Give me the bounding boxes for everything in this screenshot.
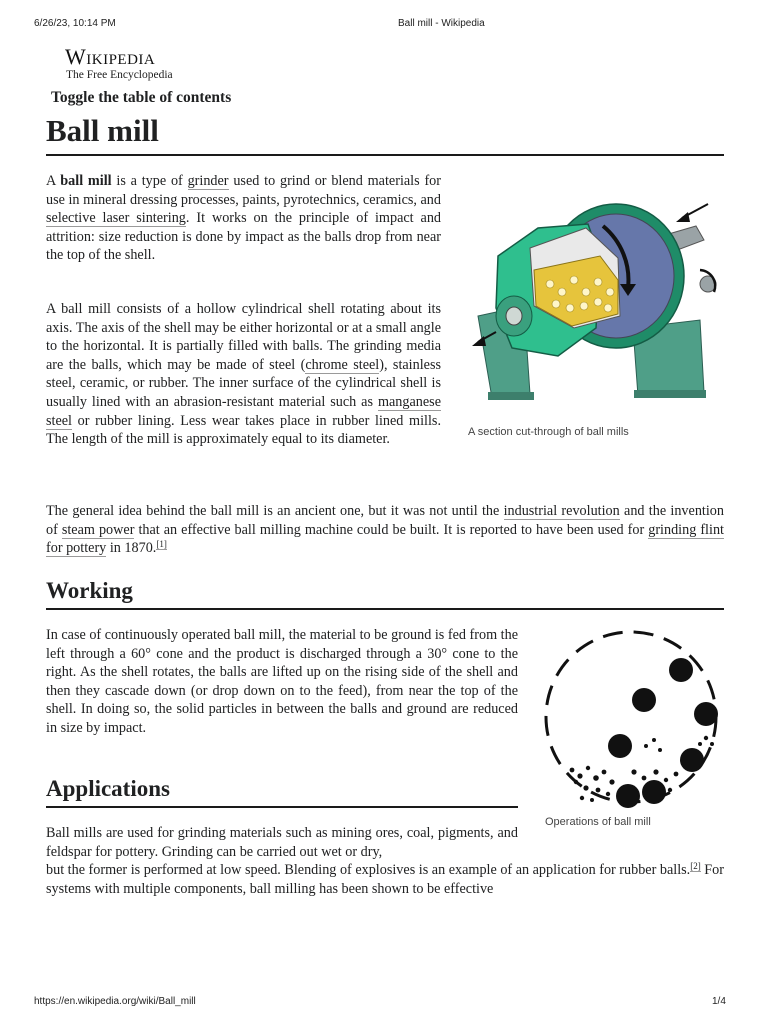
print-page-number: 1/4 xyxy=(712,996,726,1007)
bold-term: ball mill xyxy=(60,173,112,189)
link-manganese-steel[interactable]: manganese steel xyxy=(46,393,441,429)
link-chrome-steel[interactable]: chrome steel xyxy=(305,356,380,373)
link-selective-laser-sintering[interactable]: selective laser sintering xyxy=(46,210,186,227)
working-paragraph: In case of continuously operated ball mill, the material to be ground is fed from the left through a 60° cone and the product is discharged through a 30° cone to the right. As the shell rotates, the balls are lifted up on the rising side of the shell and then they cascade down (or drop down on to the feed), from near the top of the shell. In doing so, the solid particles in between the balls and ground are reduced in size by impact. xyxy=(46,627,518,736)
reference-1[interactable]: [1] xyxy=(156,539,167,550)
reference-2[interactable]: [2] xyxy=(690,861,701,871)
section-heading-working: Working xyxy=(46,578,133,603)
applications-divider xyxy=(46,806,518,808)
link-steam-power[interactable]: steam power xyxy=(61,521,135,538)
description-paragraph: A ball mill consists of a hollow cylindrical shell rotating about its axis. The axis of the shell may be either horizontal or at a small angle to the horizontal. It is partially filled with balls. The grinding media are the balls, which may be made of steel (chrome steel), stainless steel, ceramic, or rubber. The inner surface of the cylindrical shell is usually lined with an abrasion-resistant material such as manganese steel or rubber lining. Less wear takes place in rubber lined mills. The length of the mill is approximately equal to its diameter. xyxy=(46,301,441,448)
section-heading-applications: Applications xyxy=(46,776,170,801)
print-title: Ball mill - Wikipedia xyxy=(398,18,485,29)
page-title: Ball mill xyxy=(46,113,159,148)
wikipedia-wordmark[interactable]: Wikipedia xyxy=(65,44,156,69)
link-grinding-flint[interactable]: grinding flint for pottery xyxy=(46,521,724,557)
ball-mill-illustration[interactable] xyxy=(468,188,730,420)
link-industrial-revolution[interactable]: industrial revolution xyxy=(503,503,620,519)
wikipedia-tagline: The Free Encyclopedia xyxy=(66,69,173,81)
applications-paragraph-continued: but the former is performed at low speed. Blending of explosives is an example of an application for rubber balls.[2] For systems with multiple components, ball milling has been shown to be effective xyxy=(46,861,724,897)
print-url: https://en.wikipedia.org/wiki/Ball_mill xyxy=(34,996,196,1007)
intro-paragraph: A ball mill is a type of grinder used to grind or blend materials for use in mineral dressing processes, paints, pyrotechnics, ceramics, and selective laser sintering. It works on the principle of impact and attrition: size reduction is done by impact as the balls drop from near the top of the shell. xyxy=(46,173,442,264)
figure1-caption: A section cut-through of ball mills xyxy=(468,426,629,438)
working-divider xyxy=(46,608,724,610)
ball-mill-operation-diagram[interactable] xyxy=(536,622,726,812)
applications-paragraph-narrow: Ball mills are used for grinding materials such as mining ores, coal, pigments, and feldspar for pottery. Grinding can be carried out wet or dry, xyxy=(46,825,518,860)
link-grinder[interactable]: grinder xyxy=(187,173,229,189)
history-paragraph: The general idea behind the ball mill is an ancient one, but it was not until the industrial revolution and the invention of steam power that an effective ball milling machine could be built. It is reported to have been used for grinding flint for pottery in 1870.[1] xyxy=(46,503,724,557)
print-datetime: 6/26/23, 10:14 PM xyxy=(34,18,116,29)
title-divider xyxy=(46,154,724,156)
figure2-caption: Operations of ball mill xyxy=(545,816,651,828)
toc-toggle[interactable]: Toggle the table of contents xyxy=(51,89,232,106)
